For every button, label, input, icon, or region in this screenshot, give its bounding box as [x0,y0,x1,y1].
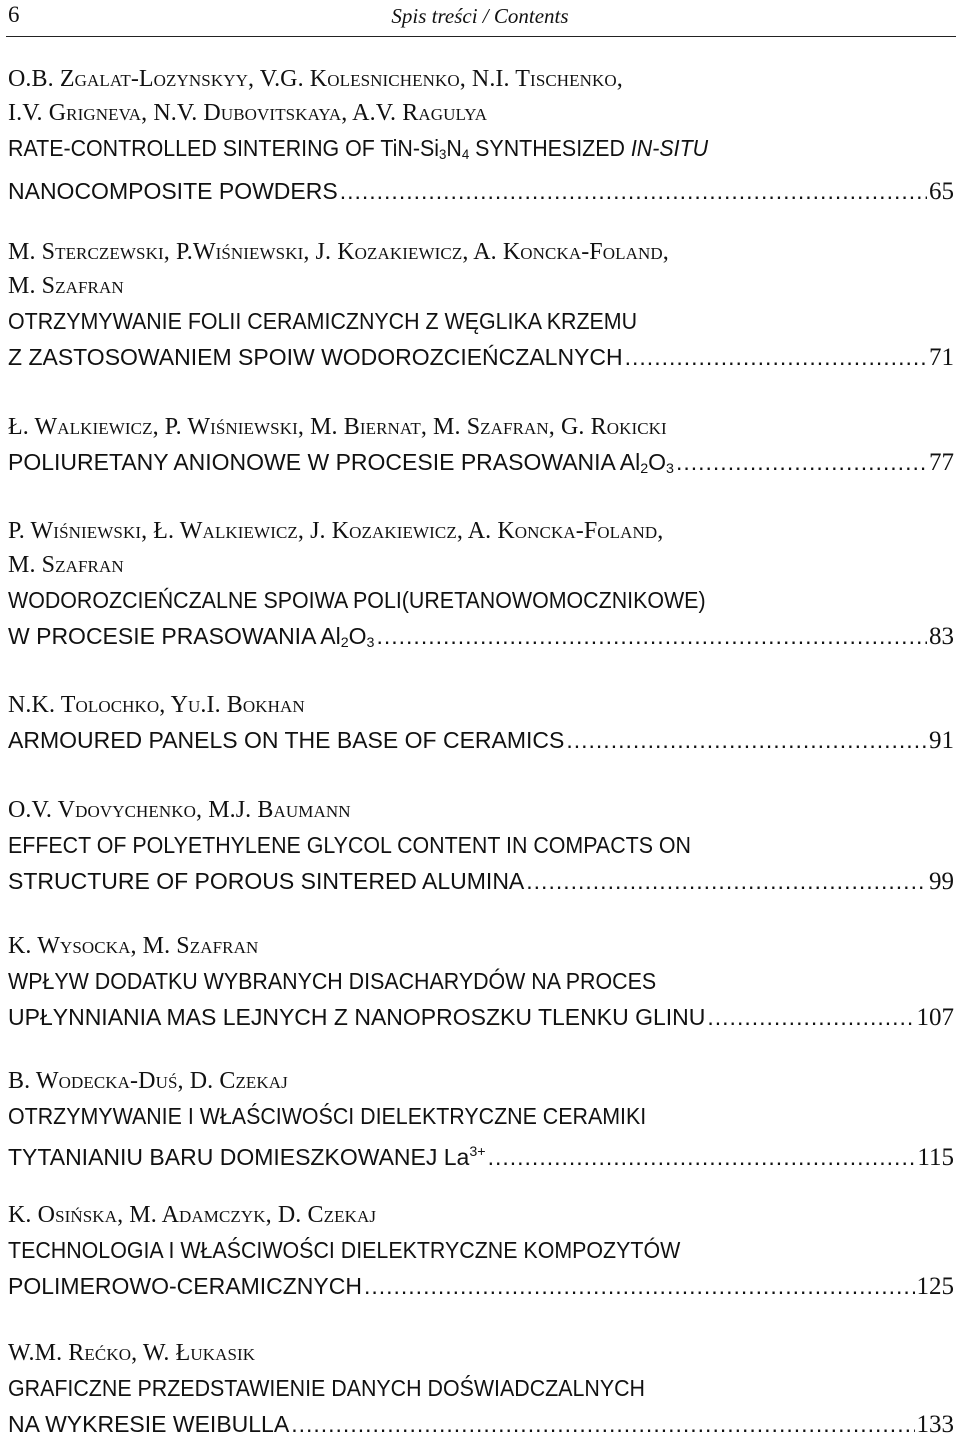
toc-entry[interactable] [8,1336,954,1443]
toc-entry[interactable] [8,514,954,661]
entry-title: POLIURETANY ANIONOWE W PROCESIE PRASOWANIA $Al_2O_3$ ..... 77 [8,444,954,487]
entry-page-number: 133 [916,1411,954,1438]
entry-page-number: 125 [916,1273,954,1300]
entry-page-number: 71 [929,344,954,371]
entry-page-number: 83 [929,623,954,650]
entry-authors: B. Wodecka-Duś, D. Czekaj [8,1068,288,1094]
page-number: 6 [8,2,20,27]
toc-entry[interactable] [8,1198,954,1305]
entry-authors: M. Sterczewski, P.Wiśniewski, J. Kozakiewicz, A. Koncka-Foland, [8,239,669,265]
entry-page-number: 99 [929,868,954,895]
toc-entry[interactable] [8,235,954,376]
entry-authors: P. Wiśniewski, Ł. Walkiewicz, J. Kozakiewicz, A. Koncka-Foland, [8,518,664,544]
entry-authors: N.K. Tolochko, Yu.I. Bokhan [8,692,305,718]
entry-title: OTRZYMYWANIE I WŁAŚCIWOŚCI DIELEKTRYCZNE CERAMIKI [8,1103,647,1129]
entry-authors: I.V. Grigneva, N.V. Dubovitskaya, A.V. Ragulya [8,100,488,126]
entry-authors: O.V. Vdovychenko, M.J. Baumann [8,797,351,823]
entry-authors: Ł. Walkiewicz, P. Wiśniewski, M. Biernat, M. Szafran, G. Rokicki [8,414,667,440]
leader-dots [364,1268,915,1304]
entry-page-number: 107 [916,1004,954,1031]
entry-title: WODOROZCIEŃCZALNE SPOIWA POLI(URETANOWOMOCZNIKOWE) [8,587,706,613]
toc-entry[interactable] [8,929,954,1036]
entry-title: GRAFICZNE PRZEDSTAWIENIE DANYCH DOŚWIADCZALNYCH [8,1375,645,1401]
entry-title: TYTANIANIU BARU DOMIESZKOWANEJ $La^{3+}$ ..... 115 [8,1134,954,1176]
toc-entry[interactable] [8,410,954,487]
entry-page-number: 115 [917,1144,954,1171]
entry-title: NANOCOMPOSITE POWDERS ..... 65 [8,173,954,210]
entry-authors: K. Wysocka, M. Szafran [8,933,259,959]
entry-title: W PROCESIE PRASOWANIA $Al_2O_3$ ..... 83 [8,618,954,661]
running-head-title: Spis treści / Contents [391,4,569,28]
leader-dots [526,863,927,899]
entry-page-number: 91 [929,727,954,754]
entry-authors: M. Szafran [8,273,124,299]
entry-authors: K. Osińska, M. Adamczyk, D. Czekaj [8,1202,377,1228]
leader-dots [676,444,927,480]
leader-dots [488,1139,916,1175]
entry-title: STRUCTURE OF POROUS SINTERED ALUMINA ..... 99 [8,863,954,900]
running-head [0,0,960,40]
entry-title: NA WYKRESIE WEIBULLA ..... 133 [8,1406,954,1443]
leader-dots [566,722,927,758]
entry-authors: M. Szafran [8,552,124,578]
entry-title: Z ZASTOSOWANIEM SPOIW WODOROZCIEŃCZALNYCH ..... 71 [8,339,954,376]
entry-title: TECHNOLOGIA I WŁAŚCIWOŚCI DIELEKTRYCZNE KOMPOZYTÓW [8,1237,681,1263]
leader-dots [291,1406,914,1442]
entry-title: RATE-CONTROLLED SINTERING OF TiN-$Si_3N_4$ SYNTHESIZED IN-SITU [8,135,709,163]
leader-dots [625,339,927,375]
leader-dots [376,618,927,654]
entry-page-number: 65 [929,178,954,205]
leader-dots [707,999,914,1035]
entry-title: WPŁYW DODATKU WYBRANYCH DISACHARYDÓW NA PROCES [8,968,657,994]
entry-title: OTRZYMYWANIE FOLII CERAMICZNYCH Z WĘGLIKA KRZEMU [8,308,638,334]
toc-entry[interactable] [8,1064,954,1176]
entry-authors: W.M. Rećko, W. Łukasik [8,1340,256,1366]
header-divider [6,36,956,37]
toc-entry[interactable] [8,62,954,210]
entry-page-number: 77 [929,449,954,476]
entry-authors: O.B. Zgalat-Lozynskyy, V.G. Kolesnichenko, N.I. Tischenko, [8,66,623,92]
toc-entry[interactable] [8,688,954,759]
entry-title: ARMOURED PANELS ON THE BASE OF CERAMICS ..... 91 [8,722,954,759]
entry-title: EFFECT OF POLYETHYLENE GLYCOL CONTENT IN COMPACTS ON [8,832,691,858]
entry-title: UPŁYNNIANIA MAS LEJNYCH Z NANOPROSZKU TLENKU GLINU ..... 107 [8,999,954,1036]
toc-entry[interactable] [8,793,954,900]
entry-title: POLIMEROWO-CERAMICZNYCH ..... 125 [8,1268,954,1305]
leader-dots [340,173,927,209]
